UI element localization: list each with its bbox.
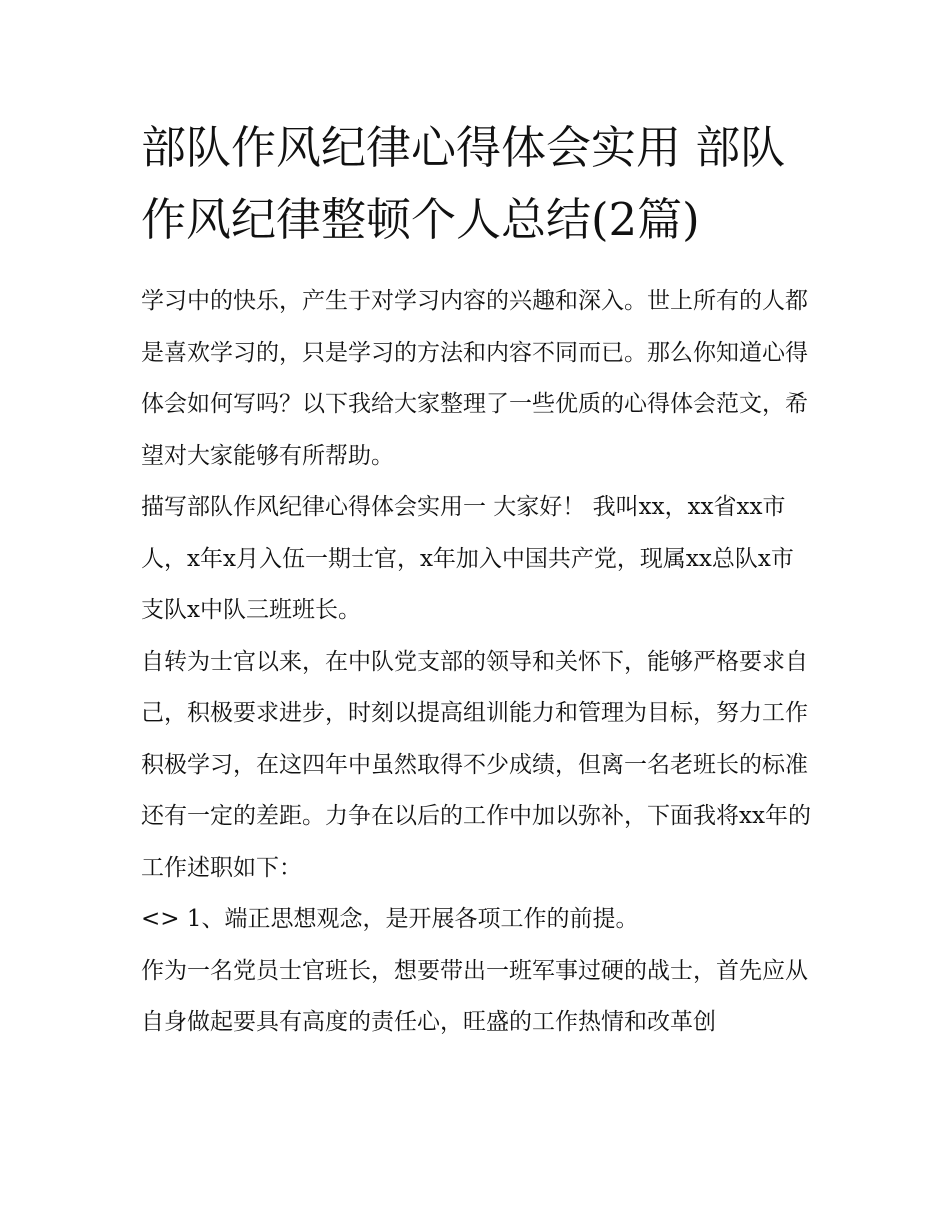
paragraph-intro: 学习中的快乐，产生于对学习内容的兴趣和深入。世上所有的人都是喜欢学习的，只是学习的方法和内容不同而已。那么你知道心得体会如何写吗？以下我给大家整理了一些优质的心得体会范文，希望对大家能够有所帮助。 [141,288,808,469]
paragraph-work-summary: 自转为士官以来，在中队党支部的领导和关怀下，能够严格要求自己，积极要求进步，时刻以提高组训能力和管理为目标，努力工作积极学习，在这四年中虽然取得不少成绩，但离一名老班长的标准还有一定的差距。力争在以后的工作中加以弥补，下面我将xx年的工作述职如下： [141,648,811,881]
paragraph-section-heading: <> 1、端正思想观念，是开展各项工作的前提。 [141,906,639,932]
paragraph-self-introduction: 描写部队作风纪律心得体会实用一 大家好！ 我叫xx，xx省xx市人，x年x月入伍一期士官，x年加入中国共产党，现属xx总队x市支队x中队三班班长。 [141,494,794,623]
document-content [141,112,813,1049]
document-body [141,276,813,1049]
paragraph-responsibility: 作为一名党员士官班长，想要带出一班军事过硬的战士，首先应从自身做起要具有高度的责任心，旺盛的工作热情和改革创 [141,957,808,1035]
document-title: 部队作风纪律心得体会实用 部队作风纪律整顿个人总结(2篇) [141,121,786,246]
